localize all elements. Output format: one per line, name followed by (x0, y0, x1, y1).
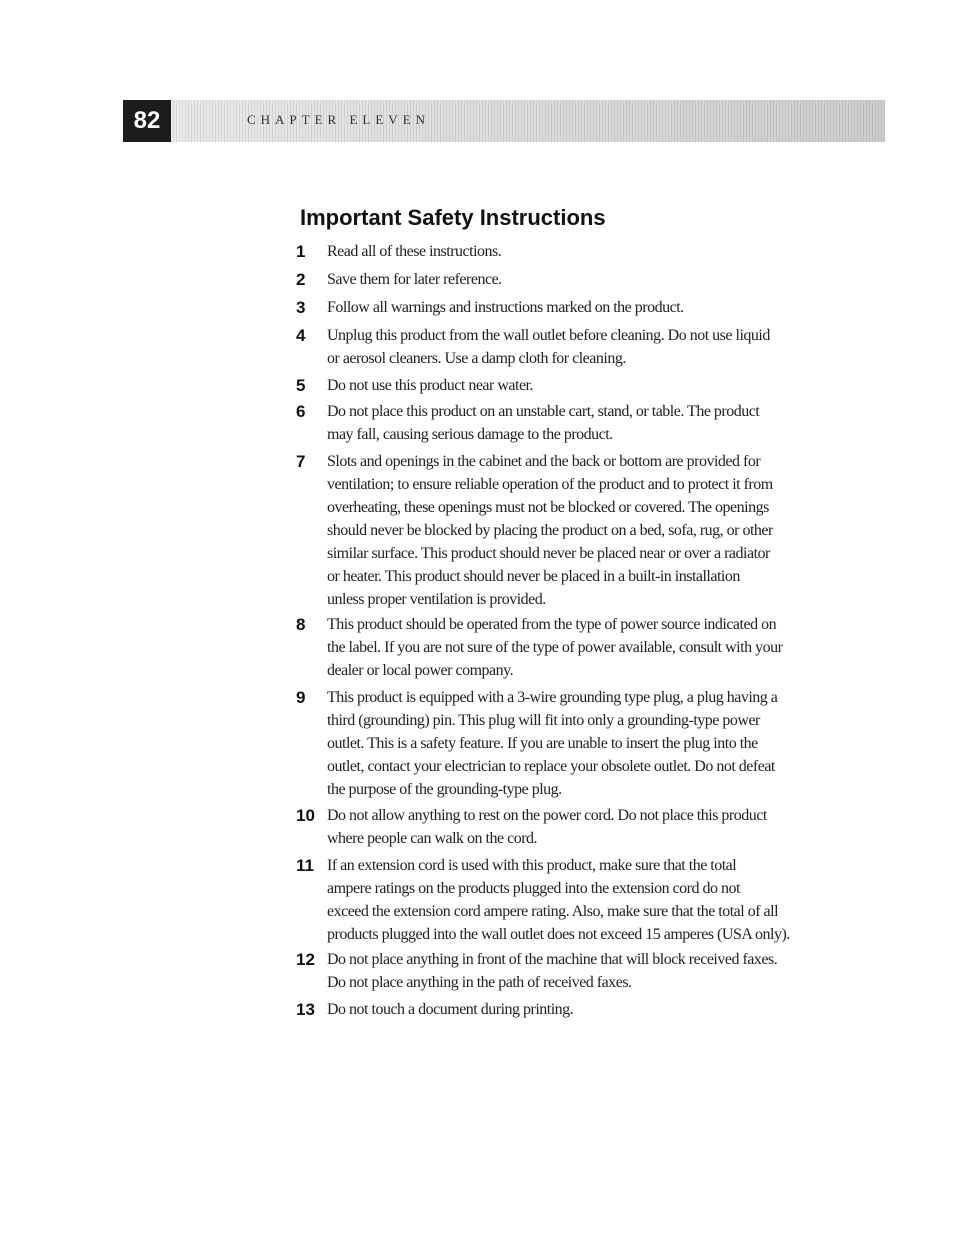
item-number: 6 (296, 402, 306, 421)
item-text-line: Do not use this product near water. (327, 377, 533, 394)
item-text-line: overheating, these openings must not be blocked or covered. The openings (327, 499, 769, 516)
item-text-line: Do not place anything in front of the machine that will block received faxes. (327, 951, 778, 968)
item-text-line: This product should be operated from the type of power source indicated on (327, 616, 777, 633)
item-text-line: Read all of these instructions. (327, 243, 502, 260)
item-text-line: similar surface. This product should never be placed near or over a radiator (327, 545, 770, 562)
item-text-line: should never be blocked by placing the product on a bed, sofa, rug, or other (327, 522, 773, 539)
item-text-line: If an extension cord is used with this product, make sure that the total (327, 857, 737, 874)
item-text-line: exceed the extension cord ampere rating. Also, make sure that the total of all (327, 903, 779, 920)
item-text (327, 804, 793, 850)
item-text (327, 240, 793, 263)
item-text (327, 686, 793, 801)
item-text-line: or heater. This product should never be placed in a built-in installation (327, 568, 740, 585)
chapter-header (123, 100, 885, 142)
item-number: 4 (296, 326, 306, 345)
item-text-line: Do not place this product on an unstable cart, stand, or table. The product (327, 403, 760, 420)
item-text-line: Unplug this product from the wall outlet before cleaning. Do not use liquid (327, 327, 770, 344)
item-text (327, 854, 793, 946)
item-text (327, 374, 793, 397)
item-number: 9 (296, 688, 306, 707)
item-text-line: This product is equipped with a 3-wire grounding type plug, a plug having a (327, 689, 778, 706)
item-text-line: the purpose of the grounding-type plug. (327, 781, 562, 798)
item-text (327, 400, 793, 446)
item-text-line: Save them for later reference. (327, 271, 502, 288)
item-text-line: ventilation; to ensure reliable operation of the product and to protect it from (327, 476, 773, 493)
item-text-line: dealer or local power company. (327, 662, 514, 679)
item-text (327, 948, 793, 994)
item-text (327, 268, 793, 291)
item-text-line: products plugged into the wall outlet does not exceed 15 amperes (USA only). (327, 926, 790, 943)
item-number: 1 (296, 242, 306, 261)
item-text-line: Slots and openings in the cabinet and the back or bottom are provided for (327, 453, 761, 470)
item-number: 5 (296, 376, 306, 395)
item-number: 12 (296, 950, 315, 969)
item-text-line: outlet, contact your electrician to replace your obsolete outlet. Do not defeat (327, 758, 775, 775)
item-text-line: outlet. This is a safety feature. If you are unable to insert the plug into the (327, 735, 758, 752)
item-text (327, 613, 793, 682)
item-number: 7 (296, 452, 306, 471)
item-text-line: where people can walk on the cord. (327, 830, 538, 847)
item-text (327, 998, 793, 1021)
item-text-line: the label. If you are not sure of the type of power available, consult with your (327, 639, 783, 656)
item-number: 2 (296, 270, 306, 289)
item-text-line: Do not touch a document during printing. (327, 1001, 574, 1018)
item-text-line: Follow all warnings and instructions marked on the product. (327, 299, 684, 316)
item-number: 10 (296, 806, 315, 825)
chapter-band (171, 100, 885, 142)
item-text-line: may fall, causing serious damage to the product. (327, 426, 613, 443)
item-text-line: ampere ratings on the products plugged into the extension cord do not (327, 880, 740, 897)
item-number: 8 (296, 615, 306, 634)
item-text (327, 324, 793, 370)
item-text-line: third (grounding) pin. This plug will fit into only a grounding-type power (327, 712, 760, 729)
item-text (327, 450, 793, 611)
page-title: Important Safety Instructions (300, 205, 606, 230)
item-number: 13 (296, 1000, 315, 1019)
item-text (327, 296, 793, 319)
page-number: 82 (123, 100, 171, 142)
item-text-line: or aerosol cleaners. Use a damp cloth for cleaning. (327, 350, 626, 367)
chapter-label: CHAPTER ELEVEN (247, 112, 431, 127)
item-text-line: Do not allow anything to rest on the power cord. Do not place this product (327, 807, 767, 824)
item-number: 11 (296, 856, 314, 875)
item-text-line: unless proper ventilation is provided. (327, 591, 546, 608)
item-text-line: Do not place anything in the path of received faxes. (327, 974, 632, 991)
item-number: 3 (296, 298, 306, 317)
